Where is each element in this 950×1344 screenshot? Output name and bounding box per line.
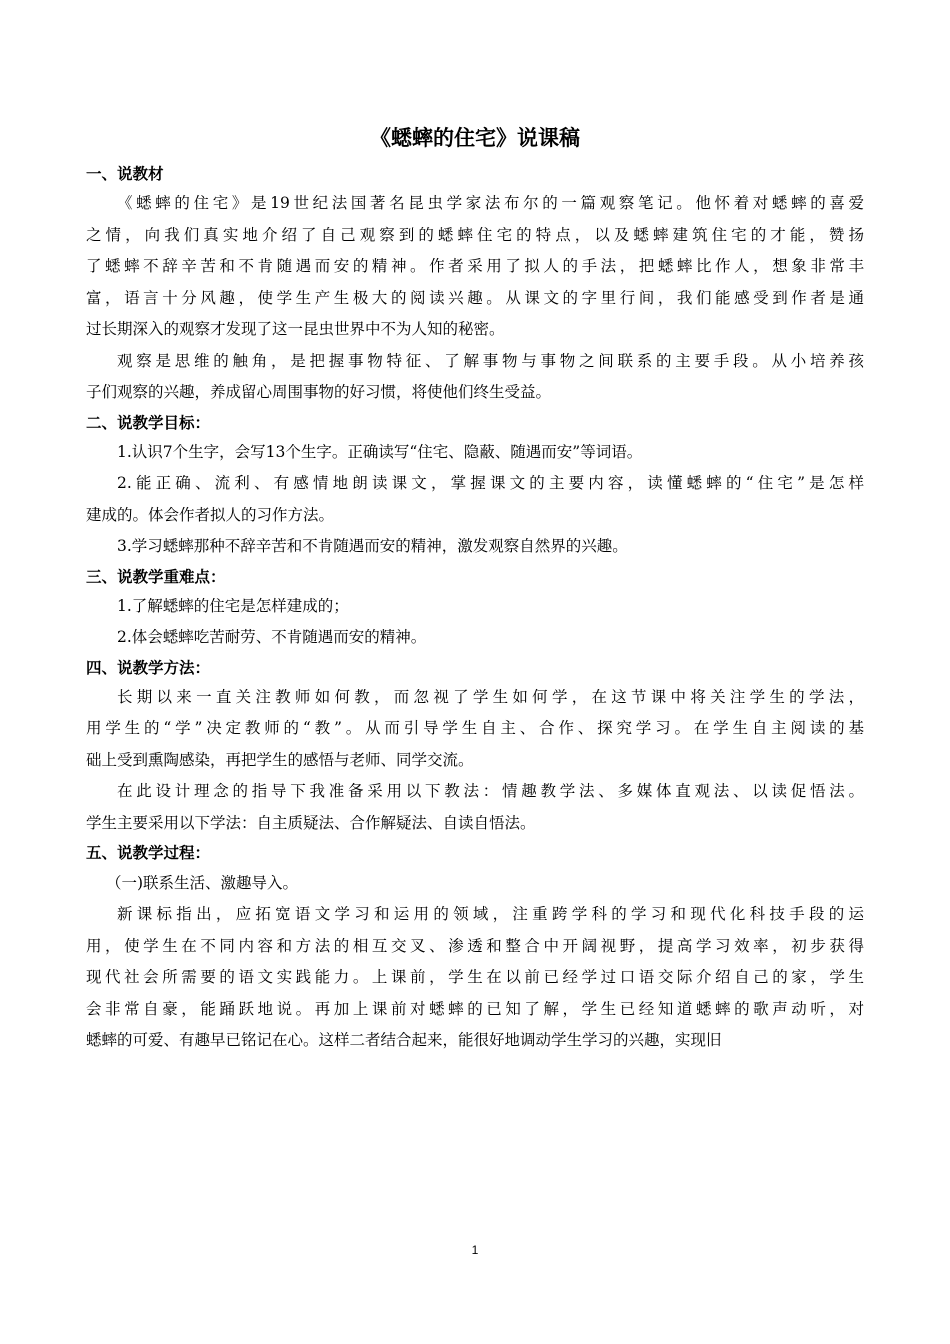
paragraph-line: 3.学习蟋蟀那种不辞辛苦和不肯随遇而安的精神，激发观察自然界的兴趣。 <box>117 537 628 555</box>
paragraph-line: 用，使学生在不同内容和方法的相互交叉、渗透和整合中开阔视野，提高学习效率，初步获得 <box>86 936 864 955</box>
paragraph-line: 1.认识7个生字，会写13个生字。正确读写“住宅、隐蔽、随遇而安”等词语。 <box>117 442 643 461</box>
paragraph-line: 2.能正确、流利、有感情地朗读课文，掌握课文的主要内容，读懂蟋蟀的“住宅”是怎样 <box>117 474 864 492</box>
page-number: 1 <box>471 1243 479 1257</box>
paragraph <box>86 776 864 839</box>
paragraph-line: 2.体会蟋蟀吃苦耐劳、不肯随遇而安的精神。 <box>117 628 427 646</box>
document-body <box>86 160 864 1057</box>
paragraph-line: 富，语言十分风趣，使学生产生极大的阅读兴趣。从课文的字里行间，我们能感受到作者是通 <box>86 288 864 307</box>
paragraph-line: 用学生的“学”决定教师的“教”。从而引导学生自主、合作、探究学习。在学生自主阅读的基 <box>86 719 864 737</box>
paragraph <box>86 591 864 623</box>
section-subheading: （一)联系生活、激趣导入。 <box>106 874 299 892</box>
paragraph <box>86 899 864 1057</box>
section-heading: 四、说教学方法： <box>86 658 211 677</box>
paragraph-line: 学生主要采用以下学法：自主质疑法、合作解疑法、自读自悟法。 <box>86 813 536 832</box>
paragraph-line: 蟋蟀的可爱、有趣早已铭记在心。这样二者结合起来，能很好地调动学生学习的兴趣，实现旧 <box>86 1031 722 1049</box>
paragraph-line: 会非常自豪，能踊跃地说。再加上课前对蟋蟀的已知了解，学生已经知道蟋蟀的歌声动听，对 <box>86 999 864 1018</box>
paragraph <box>86 682 864 777</box>
section-heading: 五、说教学过程： <box>86 844 211 862</box>
document-title: 《蟋蟀的住宅》说课稿 <box>370 126 580 150</box>
paragraph-line: 长期以来一直关注教师如何教，而忽视了学生如何学，在这节课中将关注学生的学法， <box>117 687 864 706</box>
paragraph-line: 础上受到熏陶感染，再把学生的感悟与老师、同学交流。 <box>86 750 474 769</box>
section-heading: 一、说教材 <box>86 165 164 183</box>
paragraph-line: 之情，向我们真实地介绍了自己观察到的蟋蟀住宅的特点，以及蟋蟀建筑住宅的才能，赞扬 <box>86 225 864 244</box>
paragraph-line: 现代社会所需要的语文实践能力。上课前，学生在以前已经学过口语交际介绍自己的家，学生 <box>86 968 864 986</box>
paragraph-line: 新课标指出，应拓宽语文学习和运用的领域，注重跨学科的学习和现代化科技手段的运 <box>117 905 864 923</box>
paragraph <box>86 346 864 409</box>
paragraph <box>86 468 864 531</box>
section-heading: 二、说教学目标： <box>86 413 211 432</box>
paragraph-line: 观察是思维的触角，是把握事物特征、了解事物与事物之间联系的主要手段。从小培养孩 <box>117 351 864 370</box>
paragraph-line: 建成的。体会作者拟人的习作方法。 <box>86 505 335 524</box>
paragraph <box>86 437 864 469</box>
paragraph <box>86 622 864 654</box>
paragraph-line: 《蟋蟀的住宅》是19世纪法国著名昆虫学家法布尔的一篇观察笔记。他怀着对蟋蟀的喜爱 <box>117 194 864 212</box>
section-heading: 三、说教学重难点： <box>86 567 226 586</box>
paragraph-line: 了蟋蟀不辞辛苦和不肯随遇而安的精神。作者采用了拟人的手法，把蟋蟀比作人，想象非常丰 <box>86 257 864 275</box>
paragraph <box>86 188 864 346</box>
paragraph-line: 1.了解蟋蟀的住宅是怎样建成的； <box>117 596 349 615</box>
paragraph <box>86 531 864 563</box>
paragraph-line: 子们观察的兴趣，养成留心周围事物的好习惯，将使他们终生受益。 <box>86 383 552 401</box>
paragraph-line: 过长期深入的观察才发现了这一昆虫世界中不为人知的秘密。 <box>86 320 505 338</box>
paragraph-line: 在此设计理念的指导下我准备采用以下教法：情趣教学法、多媒体直观法、以读促悟法。 <box>117 782 864 800</box>
